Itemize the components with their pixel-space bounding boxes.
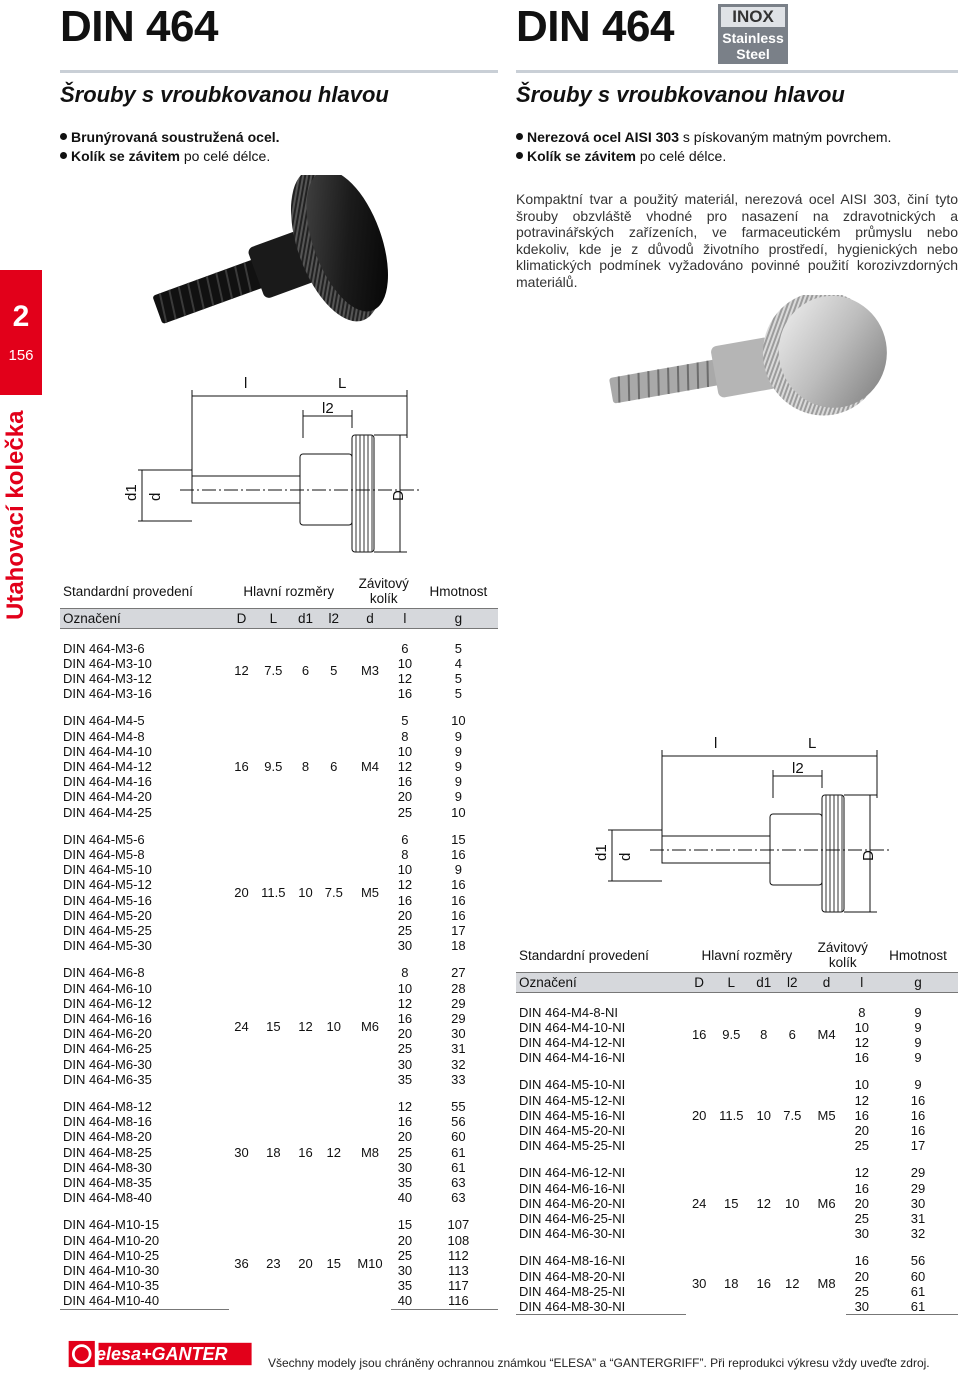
table-row xyxy=(516,1165,958,1180)
weight-g-cell: 9 xyxy=(914,1034,922,1050)
dim-d1-cell: 16 xyxy=(756,1276,771,1292)
weight-g-cell: 16 xyxy=(451,907,466,923)
dim-D-cell: 24 xyxy=(234,1018,249,1034)
dim-L: L xyxy=(808,735,817,752)
length-l-cell: 25 xyxy=(854,1283,870,1299)
weight-g-cell: 4 xyxy=(454,655,462,671)
dim-d1-cell: 6 xyxy=(301,663,310,679)
designation-cell: DIN 464-M8-16-NI xyxy=(519,1253,626,1269)
weight-g-cell: 10 xyxy=(451,713,466,729)
dim-d1-cell: 12 xyxy=(298,1018,313,1034)
designation-cell: DIN 464-M10-40 xyxy=(60,1293,229,1309)
length-l-cell: 10 xyxy=(397,862,413,878)
table-row xyxy=(516,1005,958,1020)
designation-cell: DIN 464-M5-30 xyxy=(63,938,152,954)
dim-L-cell: 9.5 xyxy=(722,1027,741,1043)
weight-g-cell: 5 xyxy=(454,640,462,656)
length-l-cell: 16 xyxy=(854,1107,870,1123)
length-l-cell: 20 xyxy=(397,907,413,923)
dim-D-cell: 12 xyxy=(234,663,249,679)
designation-cell: DIN 464-M4-10-NI xyxy=(519,1019,626,1035)
dim-d: d xyxy=(617,852,634,861)
designation-cell: DIN 464-M6-16 xyxy=(63,1010,152,1026)
designation-cell: DIN 464-M3-10 xyxy=(63,655,152,671)
designation-cell: DIN 464-M4-25 xyxy=(63,804,152,820)
thread-d-cell: M4 xyxy=(360,758,380,774)
designation-cell: DIN 464-M5-20-NI xyxy=(519,1122,626,1138)
length-l-cell: 16 xyxy=(397,774,413,790)
designation-cell: DIN 464-M10-20 xyxy=(63,1232,160,1248)
length-l-cell: 12 xyxy=(397,758,413,774)
dim-D-cell: 24 xyxy=(691,1195,707,1211)
dim-d1-cell: 10 xyxy=(756,1107,771,1123)
right-bullet-2: Kolík se závitem po celé délce. xyxy=(516,147,726,166)
dim-L-cell: 7.5 xyxy=(264,663,283,679)
designation-cell: DIN 464-M5-6 xyxy=(63,831,145,847)
designation-cell: DIN 464-M6-30 xyxy=(63,1056,152,1072)
length-l-cell: 16 xyxy=(397,1114,413,1130)
weight-g-cell: 15 xyxy=(451,831,466,847)
designation-cell: DIN 464-M5-12-NI xyxy=(519,1092,626,1108)
hdr-weight: Hmotnost xyxy=(429,583,488,599)
left-bullet-2: Kolík se závitem po celé délce. xyxy=(60,147,270,166)
length-l-cell: 6 xyxy=(401,831,409,847)
dim-l2: l2 xyxy=(792,760,804,777)
designation-cell: DIN 464-M4-12 xyxy=(63,758,152,774)
length-l-cell: 16 xyxy=(854,1180,870,1196)
designation-cell: DIN 464-M4-16-NI xyxy=(519,1050,626,1066)
designation-cell: DIN 464-M8-25-NI xyxy=(519,1283,626,1299)
designation-cell: DIN 464-M10-15 xyxy=(63,1217,160,1233)
thread-d-cell: M4 xyxy=(817,1027,836,1043)
table-row xyxy=(60,1217,498,1232)
left-spec-table xyxy=(60,576,498,1310)
designation-cell: DIN 464-M5-16-NI xyxy=(519,1107,626,1123)
designation-cell: DIN 464-M3-6 xyxy=(63,640,145,656)
dim-L-cell: 18 xyxy=(724,1276,739,1292)
length-l-cell: 12 xyxy=(397,877,413,893)
designation-cell: DIN 464-M5-25 xyxy=(63,922,152,938)
left-rule xyxy=(60,70,498,73)
weight-g-cell: 18 xyxy=(451,938,466,954)
designation-cell: DIN 464-M8-20 xyxy=(63,1129,152,1145)
designation-cell: DIN 464-M8-40 xyxy=(63,1190,152,1206)
table-row xyxy=(60,965,498,980)
weight-g-cell: 9 xyxy=(454,728,462,744)
designation-cell: DIN 464-M10-25 xyxy=(63,1247,160,1263)
dim-l2-cell: 10 xyxy=(326,1018,342,1034)
dim-d: d xyxy=(147,492,164,501)
length-l-cell: 8 xyxy=(858,1004,866,1020)
designation-cell: DIN 464-M6-10 xyxy=(63,980,152,996)
designation-cell: DIN 464-M6-12-NI xyxy=(519,1165,626,1181)
dim-l2-cell: 15 xyxy=(326,1255,342,1271)
length-l-cell: 20 xyxy=(397,789,413,805)
weight-g-cell: 16 xyxy=(910,1107,926,1123)
weight-g-cell: 108 xyxy=(447,1232,470,1248)
weight-g-cell: 16 xyxy=(451,892,466,908)
footer-note: Všechny modely jsou chráněny ochrannou známkou “ELESA” a “GANTERGRIFF”. Při reprodukci výkresu vždy uveďte zdroj. xyxy=(268,1356,930,1370)
length-l-cell: 25 xyxy=(397,804,413,820)
length-l-cell: 16 xyxy=(397,686,413,702)
hdr-col-6: g xyxy=(878,973,958,993)
thread-d-cell: M5 xyxy=(360,884,380,900)
length-l-cell: 8 xyxy=(401,728,409,744)
dim-D: D xyxy=(390,490,407,501)
chapter-number: 2 xyxy=(12,300,30,333)
page-number: 156 xyxy=(8,347,34,364)
length-l-cell: 20 xyxy=(854,1195,870,1211)
dim-L-cell: 23 xyxy=(266,1255,281,1271)
dim-l2-cell: 6 xyxy=(330,758,338,774)
dim-L-cell: 11.5 xyxy=(261,884,286,900)
dim-d1-cell: 16 xyxy=(298,1144,313,1160)
weight-g-cell: 56 xyxy=(910,1253,926,1269)
weight-g-cell: 32 xyxy=(451,1056,466,1072)
designation-cell: DIN 464-M8-30 xyxy=(63,1159,152,1175)
length-l-cell: 12 xyxy=(397,1098,413,1114)
designation-cell: DIN 464-M4-16 xyxy=(63,774,152,790)
dim-D-cell: 16 xyxy=(691,1027,707,1043)
length-l-cell: 8 xyxy=(401,846,409,862)
hdr-thread: Závitový kolík xyxy=(358,576,409,606)
length-l-cell: 16 xyxy=(854,1050,870,1066)
hdr-thread: Závitový kolík xyxy=(817,940,868,970)
weight-g-cell: 117 xyxy=(448,1278,469,1294)
length-l-cell: 15 xyxy=(397,1217,413,1233)
designation-cell: DIN 464-M5-8 xyxy=(63,846,145,862)
hdr-col-2: d1 xyxy=(750,973,777,993)
length-l-cell: 10 xyxy=(397,655,413,671)
length-l-cell: 8 xyxy=(401,965,409,981)
hdr-main-dims: Hlavní rozměry xyxy=(243,583,335,599)
designation-cell: DIN 464-M8-35 xyxy=(63,1175,152,1190)
length-l-cell: 6 xyxy=(401,640,409,656)
length-l-cell: 20 xyxy=(397,1026,413,1042)
weight-g-cell: 61 xyxy=(878,1299,958,1315)
table-row xyxy=(60,641,498,656)
dim-L-cell: 9.5 xyxy=(264,758,283,774)
weight-g-cell: 16 xyxy=(451,877,466,893)
dim-L-cell: 11.5 xyxy=(719,1107,744,1123)
weight-g-cell: 30 xyxy=(451,1026,466,1042)
inox-badge: INOX Stainless Steel xyxy=(718,4,788,64)
length-l-cell: 16 xyxy=(397,1010,413,1026)
hdr-col-5: l xyxy=(391,609,419,629)
weight-g-cell: 9 xyxy=(454,789,462,805)
right-subtitle: Šrouby s vroubkovanou hlavou xyxy=(516,82,845,107)
hdr-col-6: g xyxy=(419,609,498,629)
dim-l2-cell: 7.5 xyxy=(324,884,343,900)
weight-g-cell: 17 xyxy=(910,1138,926,1154)
hdr-col-5: l xyxy=(846,973,878,993)
weight-g-cell: 56 xyxy=(451,1114,466,1130)
thread-d-cell: M8 xyxy=(360,1144,380,1160)
designation-cell: DIN 464-M6-30-NI xyxy=(519,1226,626,1242)
dim-l2-cell: 5 xyxy=(330,663,338,679)
left-title: DIN 464 xyxy=(60,2,218,51)
length-l-cell: 20 xyxy=(854,1122,870,1138)
designation-cell: DIN 464-M5-12 xyxy=(63,877,152,893)
weight-g-cell: 61 xyxy=(910,1283,926,1299)
dim-l2-cell: 10 xyxy=(785,1195,800,1211)
weight-g-cell: 63 xyxy=(451,1190,466,1206)
right-technical-drawing xyxy=(590,728,890,923)
dim-D-cell: 30 xyxy=(691,1276,707,1292)
dim-d1-cell: 10 xyxy=(298,884,313,900)
dim-D: D xyxy=(860,850,877,861)
designation-cell: DIN 464-M4-8-NI xyxy=(519,1004,618,1020)
length-l-cell: 30 xyxy=(397,938,413,954)
weight-g-cell: 16 xyxy=(910,1092,926,1108)
length-l-cell: 35 xyxy=(397,1278,413,1294)
hdr-col-0: D xyxy=(686,973,712,993)
dim-d1-cell: 20 xyxy=(298,1255,313,1271)
hdr-col-3: l2 xyxy=(319,609,349,629)
length-l-cell: 12 xyxy=(397,995,413,1011)
hdr-col-4: d xyxy=(349,609,391,629)
designation-cell: DIN 464-M4-8 xyxy=(63,728,145,744)
weight-g-cell: 30 xyxy=(910,1195,926,1211)
weight-g-cell: 61 xyxy=(451,1159,466,1175)
table-row xyxy=(60,1099,498,1114)
designation-cell: DIN 464-M4-12-NI xyxy=(519,1034,626,1050)
black-screw-image xyxy=(130,175,450,355)
weight-g-cell: 9 xyxy=(454,758,462,774)
weight-g-cell: 9 xyxy=(454,862,462,878)
weight-g-cell: 60 xyxy=(910,1268,926,1284)
weight-g-cell: 61 xyxy=(451,1144,466,1160)
weight-g-cell: 17 xyxy=(451,922,466,938)
length-l-cell: 10 xyxy=(397,743,413,759)
dim-L-cell: 18 xyxy=(266,1144,281,1160)
weight-g-cell: 107 xyxy=(447,1217,470,1233)
length-l-cell: 20 xyxy=(854,1268,870,1284)
right-bullet-1: Nerezová ocel AISI 303 s pískovaným matným povrchem. xyxy=(516,128,891,147)
dim-l2-cell: 12 xyxy=(785,1276,800,1292)
logo-text: elesa+GANTER xyxy=(96,1344,228,1364)
thread-d-cell: M6 xyxy=(817,1195,836,1211)
weight-g-cell: 16 xyxy=(451,846,466,862)
thread-d-cell: M8 xyxy=(817,1276,836,1292)
dim-D-cell: 30 xyxy=(234,1144,249,1160)
designation-cell: DIN 464-M5-10 xyxy=(63,862,152,878)
weight-g-cell: 29 xyxy=(451,995,466,1011)
designation-cell: DIN 464-M6-35 xyxy=(63,1071,152,1087)
section-label: Utahovací kolečka xyxy=(2,410,29,620)
weight-g-cell: 32 xyxy=(910,1226,926,1242)
length-l-cell: 25 xyxy=(854,1210,870,1226)
dim-d1: d1 xyxy=(593,844,610,861)
dim-D-cell: 36 xyxy=(234,1255,249,1271)
hdr-col-2: d1 xyxy=(292,609,318,629)
designation-cell: DIN 464-M6-12 xyxy=(63,995,152,1011)
hdr-designation: Označení xyxy=(516,973,686,993)
weight-g-cell: 9 xyxy=(454,774,462,790)
dim-L: L xyxy=(338,375,347,392)
designation-cell: DIN 464-M6-20-NI xyxy=(519,1195,626,1211)
thread-d-cell: M6 xyxy=(360,1018,380,1034)
designation-cell: DIN 464-M3-12 xyxy=(63,670,152,686)
length-l-cell: 10 xyxy=(854,1019,870,1035)
length-l-cell: 12 xyxy=(397,670,413,686)
designation-cell: DIN 464-M8-16 xyxy=(63,1114,152,1130)
hdr-main-dims: Hlavní rozměry xyxy=(701,947,793,963)
length-l-cell: 10 xyxy=(397,980,413,996)
hdr-col-0: D xyxy=(229,609,255,629)
dim-D-cell: 20 xyxy=(234,884,249,900)
weight-g-cell: 60 xyxy=(451,1129,466,1145)
thread-d-cell: M3 xyxy=(360,663,380,679)
length-l-cell: 35 xyxy=(397,1175,413,1190)
designation-cell: DIN 464-M8-25 xyxy=(63,1144,152,1160)
designation-cell: DIN 464-M5-16 xyxy=(63,892,152,908)
length-l-cell: 25 xyxy=(397,1041,413,1057)
weight-g-cell: 9 xyxy=(914,1050,922,1066)
table-row xyxy=(516,1077,958,1092)
weight-g-cell: 5 xyxy=(454,670,462,686)
length-l-cell: 25 xyxy=(397,922,413,938)
left-subtitle: Šrouby s vroubkovanou hlavou xyxy=(60,82,389,107)
weight-g-cell: 29 xyxy=(451,1010,466,1026)
weight-g-cell: 9 xyxy=(454,743,462,759)
dim-l2-cell: 7.5 xyxy=(783,1107,802,1123)
designation-cell: DIN 464-M3-16 xyxy=(63,686,152,702)
length-l-cell: 12 xyxy=(854,1165,870,1181)
length-l-cell: 25 xyxy=(397,1144,413,1160)
designation-cell: DIN 464-M10-35 xyxy=(63,1278,160,1294)
length-l-cell: 30 xyxy=(397,1263,413,1279)
length-l-cell: 12 xyxy=(854,1092,870,1108)
dim-d1-cell: 8 xyxy=(760,1027,768,1043)
designation-cell: DIN 464-M6-25-NI xyxy=(519,1210,626,1226)
length-l-cell: 25 xyxy=(397,1247,413,1263)
designation-cell: DIN 464-M4-10 xyxy=(63,743,152,759)
length-l-cell: 35 xyxy=(397,1071,413,1087)
weight-g-cell: 16 xyxy=(910,1122,926,1138)
designation-cell: DIN 464-M6-25 xyxy=(63,1041,152,1057)
thread-d-cell: M5 xyxy=(817,1107,836,1123)
hdr-standard: Standardní provedení xyxy=(519,947,649,963)
length-l-cell: 20 xyxy=(397,1232,413,1248)
designation-cell: DIN 464-M5-25-NI xyxy=(519,1138,626,1154)
weight-g-cell: 29 xyxy=(910,1180,926,1196)
right-rule xyxy=(516,70,958,73)
weight-g-cell: 116 xyxy=(419,1293,498,1309)
weight-g-cell: 10 xyxy=(451,804,466,820)
stainless-screw-image xyxy=(600,295,940,445)
designation-cell: DIN 464-M6-8 xyxy=(63,965,145,981)
table-row xyxy=(60,832,498,847)
weight-g-cell: 31 xyxy=(451,1041,466,1057)
left-bullet-1: Brunýrovaná soustružená ocel. xyxy=(60,128,280,147)
hdr-col-1: L xyxy=(712,973,750,993)
weight-g-cell: 9 xyxy=(914,1077,922,1093)
left-technical-drawing xyxy=(120,368,420,563)
weight-g-cell: 27 xyxy=(451,965,466,981)
dim-l2: l2 xyxy=(322,400,334,417)
weight-g-cell: 9 xyxy=(914,1019,922,1035)
dim-l: l xyxy=(244,375,248,392)
designation-cell: DIN 464-M10-30 xyxy=(63,1263,160,1279)
weight-g-cell: 28 xyxy=(451,980,466,996)
designation-cell: DIN 464-M6-16-NI xyxy=(519,1180,626,1196)
thread-d-cell: M10 xyxy=(357,1255,383,1271)
designation-cell: DIN 464-M8-12 xyxy=(63,1098,152,1114)
designation-cell: DIN 464-M4-20 xyxy=(63,789,152,805)
length-l-cell: 20 xyxy=(397,1129,413,1145)
dim-D-cell: 16 xyxy=(234,758,249,774)
designation-cell: DIN 464-M8-20-NI xyxy=(519,1268,626,1284)
dim-D-cell: 20 xyxy=(691,1107,707,1123)
dim-d1: d1 xyxy=(123,484,140,501)
designation-cell: DIN 464-M5-10-NI xyxy=(519,1077,626,1093)
length-l-cell: 40 xyxy=(397,1190,413,1206)
weight-g-cell: 63 xyxy=(451,1175,466,1190)
dim-l: l xyxy=(714,735,718,752)
weight-g-cell: 112 xyxy=(448,1247,469,1263)
designation-cell: DIN 464-M5-20 xyxy=(63,907,152,923)
hdr-col-4: d xyxy=(808,973,846,993)
length-l-cell: 30 xyxy=(846,1299,878,1315)
designation-cell: DIN 464-M4-5 xyxy=(63,713,145,729)
dim-l2-cell: 12 xyxy=(326,1144,342,1160)
dim-d1-cell: 8 xyxy=(301,758,310,774)
length-l-cell: 16 xyxy=(854,1253,870,1269)
length-l-cell: 12 xyxy=(854,1034,870,1050)
hdr-weight: Hmotnost xyxy=(889,947,947,963)
dim-L-cell: 15 xyxy=(724,1195,739,1211)
weight-g-cell: 33 xyxy=(451,1071,466,1087)
length-l-cell: 16 xyxy=(397,892,413,908)
length-l-cell: 30 xyxy=(397,1159,413,1175)
designation-cell: DIN 464-M6-20 xyxy=(63,1026,152,1042)
right-spec-table xyxy=(516,940,958,1315)
designation-cell: DIN 464-M8-30-NI xyxy=(516,1299,686,1315)
hdr-col-3: l2 xyxy=(777,973,807,993)
hdr-col-1: L xyxy=(254,609,292,629)
length-l-cell: 30 xyxy=(854,1226,870,1242)
hdr-designation: Označení xyxy=(60,609,229,629)
weight-g-cell: 113 xyxy=(448,1263,469,1279)
weight-g-cell: 9 xyxy=(914,1004,922,1020)
right-title: DIN 464 xyxy=(516,2,674,51)
dim-d1-cell: 12 xyxy=(756,1195,771,1211)
dim-l2-cell: 6 xyxy=(788,1027,796,1043)
weight-g-cell: 29 xyxy=(910,1165,926,1181)
hdr-standard: Standardní provedení xyxy=(63,583,193,599)
length-l-cell: 10 xyxy=(854,1077,870,1093)
weight-g-cell: 5 xyxy=(454,686,462,702)
weight-g-cell: 55 xyxy=(451,1098,466,1114)
table-row xyxy=(516,1253,958,1268)
length-l-cell: 5 xyxy=(401,713,409,729)
table-row xyxy=(60,713,498,728)
length-l-cell: 40 xyxy=(391,1293,419,1309)
dim-L-cell: 15 xyxy=(266,1018,281,1034)
length-l-cell: 25 xyxy=(854,1138,870,1154)
weight-g-cell: 31 xyxy=(910,1210,926,1226)
description: Kompaktní tvar a použitý materiál, nerezová ocel AISI 303, činí tyto šrouby obzvláště vhodné pro nasazení na zdravotnických a potravinářských zařízeních, ve farmaceutickém průmyslu nebo kdekoliv, kde je z důvodů životního prostředí, hygienických nebo klimatických podmínek vyžadováno povinné použití korozivzdorných materiálů. xyxy=(516,191,958,290)
length-l-cell: 30 xyxy=(397,1056,413,1072)
